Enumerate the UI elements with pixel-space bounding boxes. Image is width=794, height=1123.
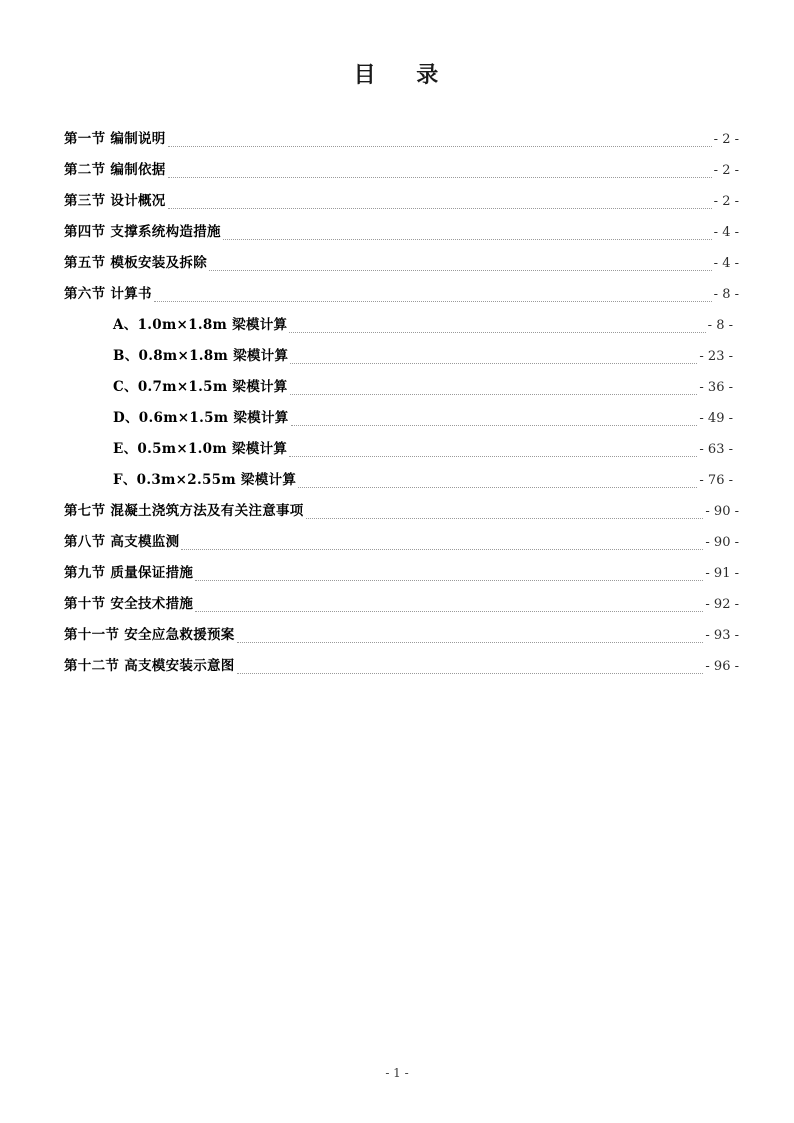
toc-leader-dots: [181, 527, 703, 558]
toc-leader-dots: [306, 496, 704, 527]
toc-entry-label: D、0.6m×1.5m 梁模计算: [113, 410, 289, 426]
toc-entry[interactable]: [64, 248, 739, 279]
toc-entry-label: 第九节 质量保证措施: [64, 565, 194, 581]
toc-entry-page-number: - 90 -: [705, 535, 739, 550]
toc-entry[interactable]: [64, 558, 739, 589]
toc-leader-dots: [237, 651, 704, 682]
toc-entry-page-number: - 49 -: [699, 411, 733, 426]
toc-entry-label: C、0.7m×1.5m 梁模计算: [113, 379, 288, 395]
toc-leader-dots: [223, 217, 712, 248]
toc-entry-label: 第四节 支撑系统构造措施: [64, 224, 221, 240]
toc-entry[interactable]: [64, 186, 739, 217]
toc-entry[interactable]: [64, 527, 739, 558]
toc-entry-label: 第五节 模板安装及拆除: [64, 255, 207, 271]
toc-entry[interactable]: [64, 403, 739, 434]
toc-entry[interactable]: [64, 620, 739, 651]
toc-entry-page-number: - 8 -: [707, 318, 733, 333]
toc-entry-label: 第一节 编制说明: [64, 131, 166, 147]
toc-entry[interactable]: [64, 496, 739, 527]
toc-entry[interactable]: [64, 341, 739, 372]
toc-entry-label: B、0.8m×1.8m 梁模计算: [113, 348, 289, 364]
toc-entry-label: 第六节 计算书: [64, 286, 152, 302]
toc-entry-page-number: - 23 -: [699, 349, 733, 364]
toc-entry-page-number: - 92 -: [705, 597, 739, 612]
toc-entry-page-number: - 63 -: [699, 442, 733, 457]
toc-leader-dots: [291, 403, 698, 434]
toc-entry-label: 第十节 安全技术措施: [64, 596, 194, 612]
toc-leader-dots: [154, 279, 712, 310]
toc-entry-page-number: - 2 -: [713, 194, 739, 209]
toc-entry[interactable]: [64, 465, 739, 496]
toc-entry-page-number: - 36 -: [699, 380, 733, 395]
toc-entry-label: 第十一节 安全应急救援预案: [64, 627, 235, 643]
toc-entry[interactable]: [64, 651, 739, 682]
toc-entry-page-number: - 8 -: [713, 287, 739, 302]
toc-entry[interactable]: [64, 124, 739, 155]
toc-entry-label: A、1.0m×1.8m 梁模计算: [113, 317, 288, 333]
toc-entry-label: 第三节 设计概况: [64, 193, 166, 209]
toc-entry-page-number: - 91 -: [705, 566, 739, 581]
toc-leader-dots: [290, 372, 698, 403]
toc-leader-dots: [289, 310, 705, 341]
toc-leader-dots: [168, 186, 712, 217]
toc-entry-page-number: - 2 -: [713, 163, 739, 178]
toc-leader-dots: [168, 124, 712, 155]
toc-entry-page-number: - 96 -: [705, 659, 739, 674]
toc-entry-label: E、0.5m×1.0m 梁模计算: [113, 441, 288, 457]
toc-entry-page-number: - 90 -: [705, 504, 739, 519]
toc-leader-dots: [168, 155, 712, 186]
toc-leader-dots: [289, 434, 697, 465]
toc-entry-page-number: - 4 -: [713, 225, 739, 240]
toc-leader-dots: [195, 558, 703, 589]
toc-entry[interactable]: [64, 217, 739, 248]
toc-entry[interactable]: [64, 372, 739, 403]
toc-entry[interactable]: [64, 310, 739, 341]
toc-entry[interactable]: [64, 279, 739, 310]
toc-entry-label: 第十二节 高支模安装示意图: [64, 658, 235, 674]
table-of-contents: [64, 124, 739, 682]
toc-entry-page-number: - 4 -: [713, 256, 739, 271]
toc-entry[interactable]: [64, 155, 739, 186]
footer-page-number: - 1 -: [385, 1066, 409, 1080]
toc-leader-dots: [195, 589, 703, 620]
toc-entry-label: 第二节 编制依据: [64, 162, 166, 178]
toc-entry-label: 第七节 混凝土浇筑方法及有关注意事项: [64, 503, 304, 519]
toc-leader-dots: [209, 248, 712, 279]
toc-leader-dots: [237, 620, 704, 651]
page-title: 目 录: [353, 62, 441, 88]
toc-entry-page-number: - 76 -: [699, 473, 733, 488]
toc-leader-dots: [298, 465, 697, 496]
toc-entry[interactable]: [64, 434, 739, 465]
toc-entry[interactable]: [64, 589, 739, 620]
toc-leader-dots: [290, 341, 697, 372]
toc-entry-page-number: - 2 -: [713, 132, 739, 147]
toc-entry-label: F、0.3m×2.55m 梁模计算: [113, 472, 297, 488]
toc-entry-page-number: - 93 -: [705, 628, 739, 643]
toc-entry-label: 第八节 高支模监测: [64, 534, 180, 550]
